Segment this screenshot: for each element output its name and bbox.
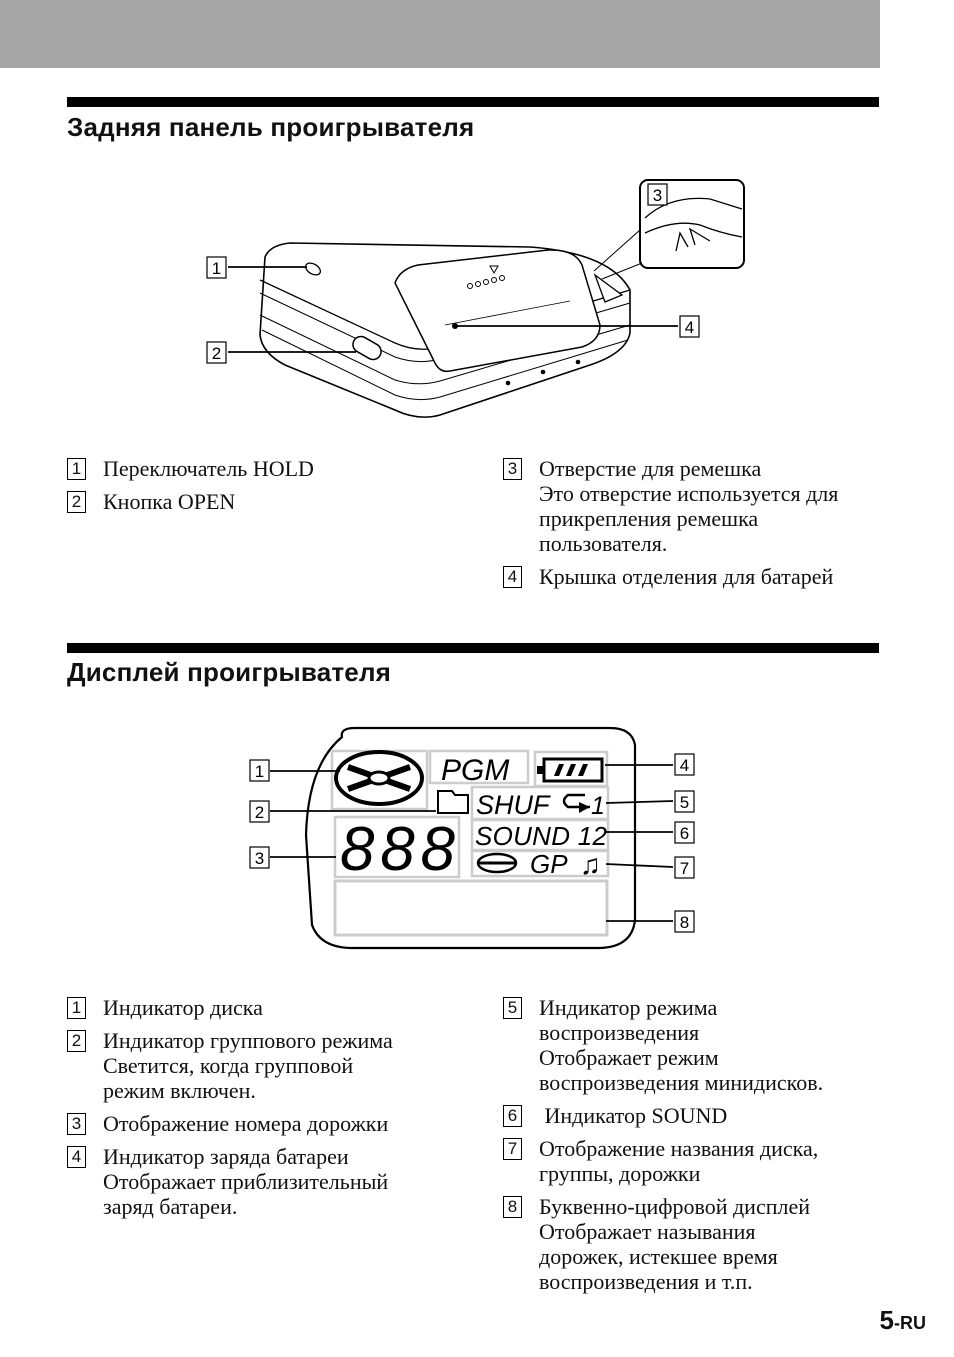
group-name-indicator: GP [530,849,568,879]
section-rule [67,97,879,107]
callout-1: 1 [211,259,222,278]
sound-indicator: SOUND 12 [475,821,607,851]
display-callout-8: 8 [679,913,690,932]
track-number-display: 888 [340,815,455,884]
repeat-one-indicator: 1 [591,792,605,820]
list-item: 1 Переключатель HOLD [67,456,487,481]
header-band [0,0,880,68]
list-item: 3 Отображение номера дорожки [67,1111,487,1136]
display-callout-4: 4 [679,756,690,775]
list-item: 4 Крышка отделения для батарей [503,564,883,589]
rear-panel-list-right [503,456,883,597]
page-number: 5-RU [879,1305,926,1335]
callout-4: 4 [684,318,695,337]
list-item: 5 Индикатор режима воспроизведения Отображает режим воспроизведения минидисков. [503,995,883,1095]
disc-name-icon [478,854,516,872]
display-callout-3: 3 [254,849,265,868]
display-callout-6: 6 [679,824,690,843]
section-title-rear-panel: Задняя панель проигрывателя [67,112,475,142]
lcd-display-illustration [240,725,710,957]
section-title-display: Дисплей проигрывателя [67,657,392,687]
disc-indicator-icon [336,752,422,804]
group-folder-icon [438,791,468,813]
list-item: 2 Индикатор группового режима Светится, когда групповой режим включен. [67,1028,487,1103]
list-item: 7 Отображение названия диска, группы, дорожки [503,1136,883,1186]
list-item: 6 Индикатор SOUND [503,1103,883,1128]
display-list-right [503,995,883,1302]
pgm-indicator: PGM [441,754,510,787]
list-item: 8 Буквенно-цифровой дисплей Отображает называния дорожек, истекшее время воспроизведения и т.п. [503,1194,883,1294]
list-item: 3 Отверстие для ремешка Это отверстие используется для прикрепления ремешка пользователя. [503,456,883,556]
display-callout-2: 2 [254,803,265,822]
shuf-indicator: SHUF [476,790,550,820]
list-item: 1 Индикатор диска [67,995,487,1020]
list-item: 4 Индикатор заряда батареи Отображает приблизительный заряд батареи. [67,1144,487,1219]
battery-indicator-icon [537,759,602,781]
music-note-icon: ♫ [580,849,601,880]
display-callout-1: 1 [254,762,265,781]
section-rule [67,643,879,653]
list-item: 2 Кнопка OPEN [67,489,487,514]
display-callout-5: 5 [679,793,690,812]
display-list-left [67,995,487,1227]
callout-3: 3 [652,186,663,205]
rear-panel-list-left [67,456,487,522]
callout-2: 2 [211,344,222,363]
display-callout-7: 7 [679,859,690,878]
player-rear-illustration [190,175,760,435]
